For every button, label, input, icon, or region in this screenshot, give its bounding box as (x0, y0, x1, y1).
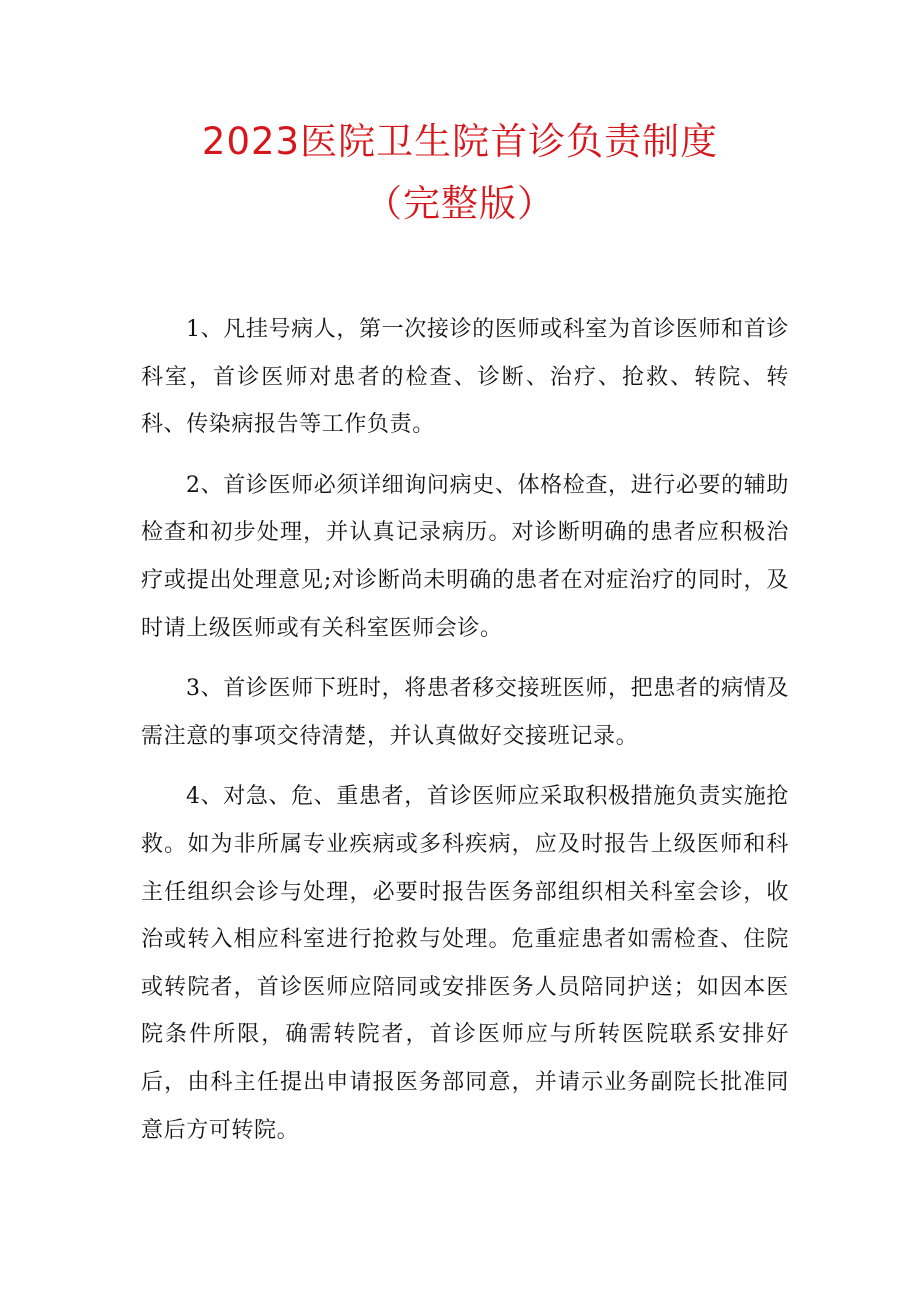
paragraph-1: 1、凡挂号病人，第一次接诊的医师或科室为首诊医师和首诊科室，首诊医师对患者的检查、诊断、治疗、抢救、转院、转科、传染病报告等工作负责。 (141, 317, 789, 438)
paragraph-4: 4、对急、危、重患者，首诊医师应采取积极措施负责实施抢救。如为非所属专业疾病或多科疾病，应及时报告上级医师和科主任组织会诊与处理，必要时报告医务部组织相关科室会诊，收治或转入相应科室进行抢救与处理。危重症患者如需检查、住院或转院者，首诊医师应陪同或安排医务人员陪同护送；如因本医院条件所限，确需转院者，首诊医师应与所转医院联系安排好后，由科主任提出申请报医务部同意，并请示业务副院长批准同意后方可转院。 (141, 784, 789, 1143)
paragraph-2: 2、首诊医师必须详细询问病史、体格检查，进行必要的辅助检查和初步处理，并认真记录病历。对诊断明确的患者应积极治疗或提出处理意见;对诊断尚未明确的患者在对症治疗的同时，及时请上级医师或有关科室医师会诊。 (141, 472, 789, 641)
document-body (141, 306, 789, 1167)
document-subtitle: （完整版） (365, 182, 555, 225)
paragraph-3: 3、首诊医师下班时，将患者移交接班医师，把患者的病情及需注意的事项交待清楚，并认真做好交接班记录。 (141, 676, 789, 749)
document-title: 2023医院卫生院首诊负责制度 (201, 120, 719, 163)
